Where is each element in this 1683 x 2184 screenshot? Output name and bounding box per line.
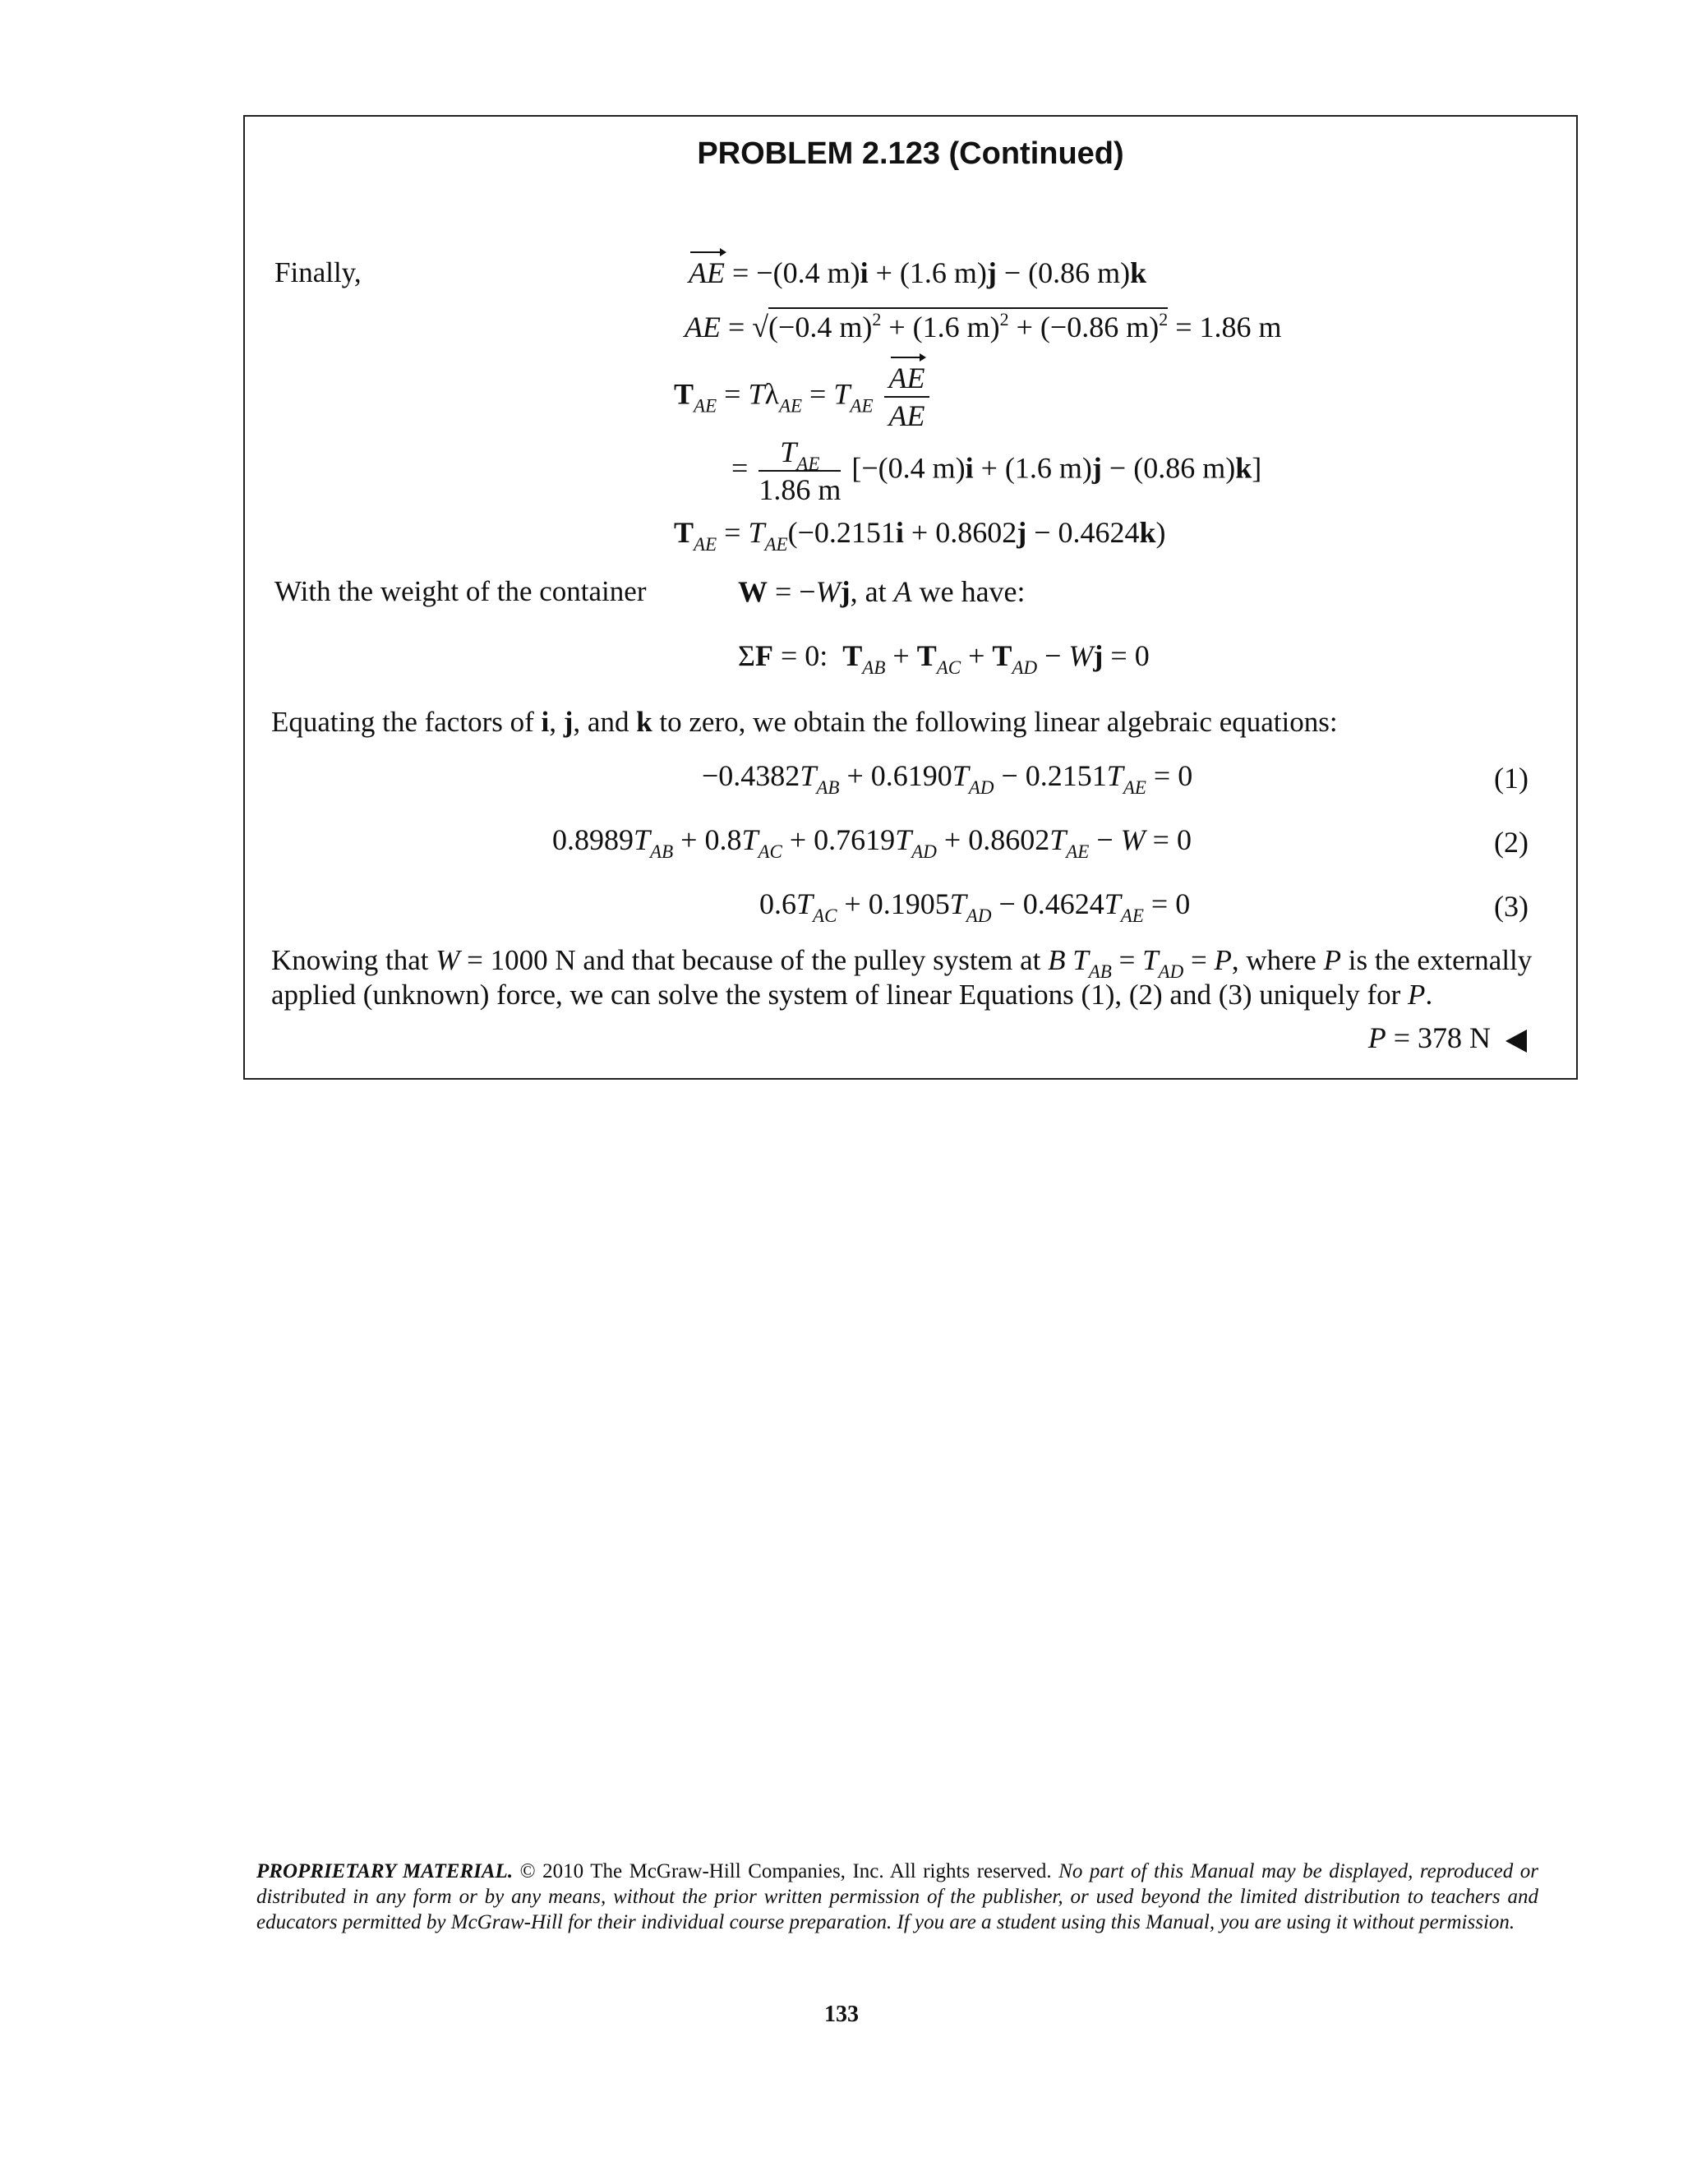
- footer-notice: No part of this Manual may be displayed, reproduced or distributed in any form or by any means, without the prior written permission of the publisher, or used beyond the limited distribution to teachers and educators permitted by McGraw-Hill for their individual course preparation. If you are a student using this Manual, you are using it without permission.: [256, 1860, 1538, 1933]
- conclusion-text: Knowing that W = 1000 N and that because of the pulley system at B $T_{AB} = T_{AD} = P$, where P is the externally applied (unknown) force, we can solve the system of linear Equations (1), (2) and (3) uniquely for P.: [271, 944, 1533, 1011]
- equation-2-number: (2): [1494, 826, 1529, 859]
- equation-2: $0.8989T_{AB} + 0.8T_{AC} + 0.7619T_{AD} + 0.8602T_{AE} - W = 0$: [552, 823, 1192, 862]
- page-number: 133: [824, 2002, 859, 2027]
- footer-label: PROPRIETARY MATERIAL.: [256, 1860, 514, 1882]
- problem-box: [243, 115, 1578, 1080]
- equation-1-number: (1): [1494, 762, 1529, 795]
- equation-t-ae-result: $T_{AE} = T_{AE}(-0.2151i + 0.8602j - 0.4624k)$: [674, 516, 1166, 555]
- final-answer: P = 378 N: [1368, 1021, 1527, 1055]
- equation-sum-forces: ΣF = 0: $T_{AB} + T_{AC} + T_{AD} - Wj = 0$: [738, 639, 1150, 678]
- equation-3-number: (3): [1494, 890, 1529, 923]
- intro-text: Equating the factors of i, j, and k to zero, we obtain the following linear algebraic equations:: [271, 706, 1338, 738]
- answer-marker-icon: [1505, 1030, 1527, 1053]
- equation-ae-magnitude: AE = √(−0.4 m)$^2$ + (1.6 m)$^2$ + (−0.86 m)$^2$ = 1.86 m: [685, 309, 1282, 343]
- copyright-footer: [256, 1859, 1538, 1935]
- footer-copyright: © 2010 The McGraw-Hill Companies, Inc. All rights reserved.: [519, 1860, 1052, 1882]
- equation-ae-vector: [689, 258, 1146, 288]
- label-weight: With the weight of the container: [274, 575, 647, 607]
- ae-vector-symbol: AE: [689, 256, 725, 289]
- equation-t-ae-definition: $T_{AE} = T\lambda_{AE} = T_{AE}$ $\frac{AE}{AE}$: [674, 363, 933, 431]
- equation-weight: W = −Wj, at A we have:: [738, 575, 1026, 608]
- label-finally: Finally,: [274, 256, 362, 288]
- equation-t-ae-expansion: = $\frac{T_{AE}}{1.86 m}$ [−(0.4 m)i + (1.6 m)j − (0.86 m)k]: [731, 435, 1262, 506]
- equation-3: $0.6T_{AC} + 0.1905T_{AD} - 0.4624T_{AE} = 0$: [759, 887, 1191, 926]
- ae-vector-components: = −(0.4 m)i + (1.6 m)j − (0.86 m)k: [731, 256, 1147, 289]
- equation-1: $-0.4382T_{AB} + 0.6190T_{AD} - 0.2151T_{AE} = 0$: [702, 759, 1193, 798]
- problem-title: PROBLEM 2.123 (Continued): [697, 136, 1124, 171]
